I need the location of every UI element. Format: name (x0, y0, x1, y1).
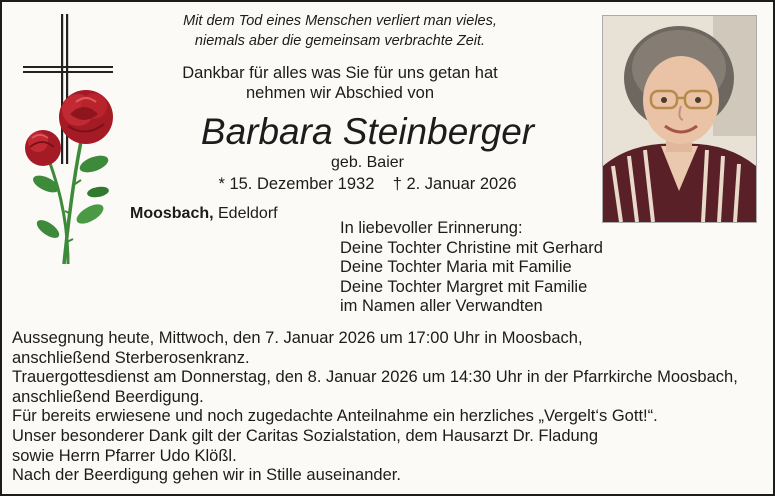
mourner-line: Deine Tochter Margret mit Familie (340, 277, 588, 296)
portrait-photo (602, 15, 757, 223)
notice-line: Unser besonderer Dank gilt der Caritas Sozialstation, dem Hausarzt Dr. Fladung (12, 426, 599, 445)
notice-line: anschließend Sterberosenkranz. (12, 348, 250, 367)
cross-with-roses-icon (18, 14, 128, 269)
portrait-illustration (603, 16, 756, 222)
quote-line: niemals aber die gemeinsam verbrachte Zeit. (194, 33, 486, 49)
birth-name: geb. Baier (331, 154, 404, 171)
place-main: Moosbach, (130, 205, 214, 222)
mourner-line: Deine Tochter Maria mit Familie (340, 258, 572, 276)
thanks-line: Dankbar für alles was Sie für uns getan hat (182, 64, 498, 82)
mourner-line: im Namen aller Verwandten (340, 297, 543, 315)
deceased-name: Barbara Steinberger (200, 111, 535, 152)
notice-line: sowie Herrn Pfarrer Udo Klößl. (12, 446, 237, 465)
mourner-line: Deine Tochter Christine mit Gerhard (340, 238, 603, 257)
place (130, 204, 278, 224)
place-sub: Edeldorf (213, 205, 278, 222)
mourners-list (340, 219, 640, 317)
service-notice (12, 329, 772, 486)
notice-line: anschließend Beerdigung. (12, 387, 204, 406)
memorial-quote (180, 11, 500, 51)
notice-line: Für bereits erwiesene und noch zugedachte Anteilnahme ein herzliches „Vergelt‘s Gott!“. (12, 407, 658, 426)
thanks-text (175, 63, 505, 103)
notice-line: Trauergottesdienst am Donnerstag, den 8. Januar 2026 um 14:30 Uhr in der Pfarrkirche Moosbach, (12, 368, 738, 387)
quote-line: Mit dem Tod eines Menschen verliert man vieles, (183, 13, 497, 29)
mourner-line: In liebevoller Erinnerung: (340, 219, 523, 237)
life-dates: * 15. Dezember 1932 † 2. Januar 2026 (218, 175, 517, 193)
thanks-line: nehmen wir Abschied von (245, 84, 435, 102)
notice-line: Aussegnung heute, Mittwoch, den 7. Januar 2026 um 17:00 Uhr in Moosbach, (12, 329, 583, 347)
notice-line: Nach der Beerdigung gehen wir in Stille auseinander. (12, 466, 401, 485)
